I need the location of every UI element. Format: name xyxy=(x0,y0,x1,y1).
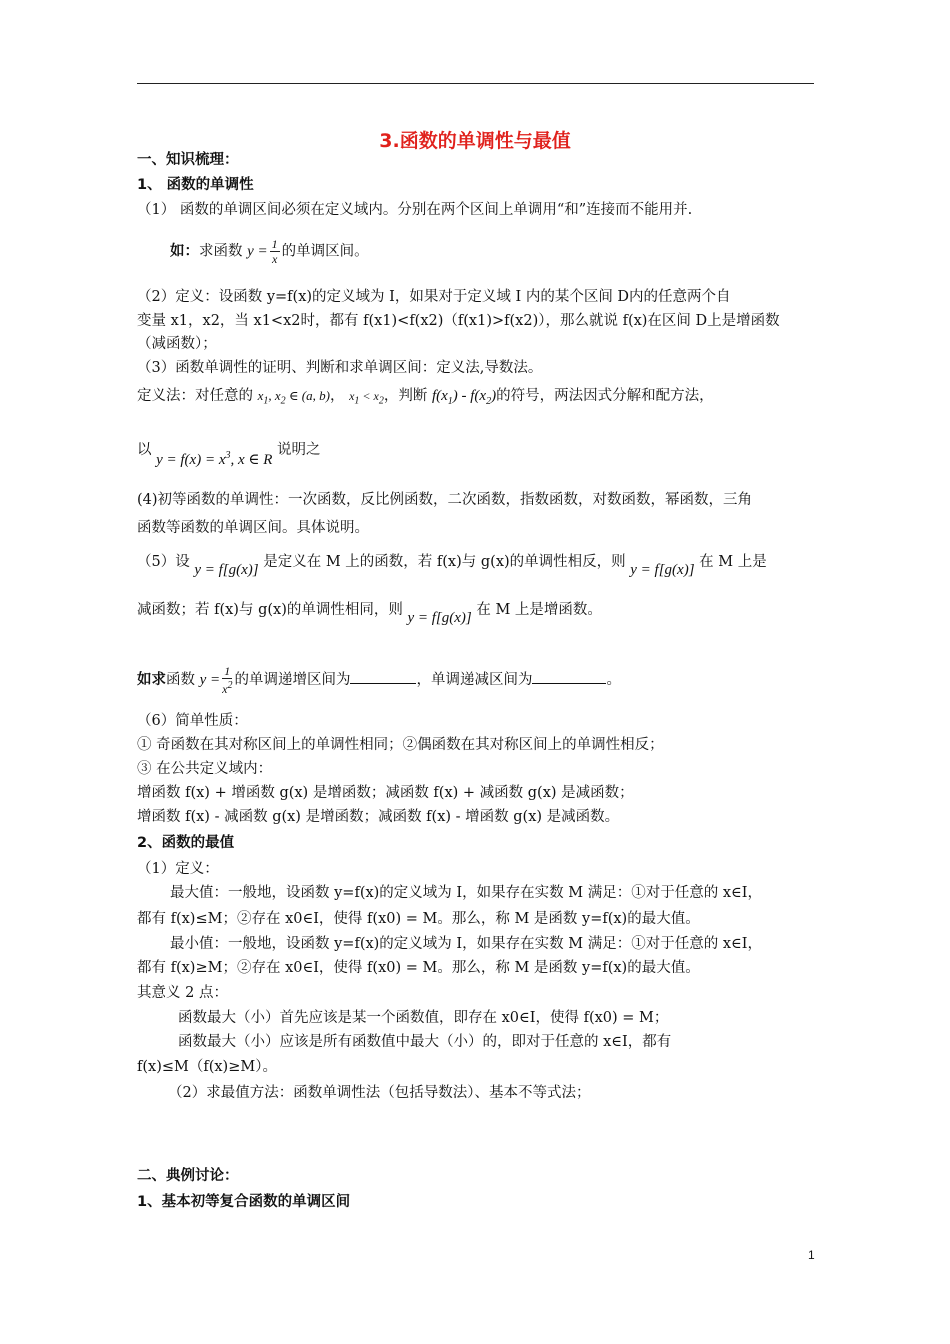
paragraph: 函数最大（小）应该是所有函数值中最大（小）的，即对于任意的 x∈I，都有 xyxy=(178,1034,672,1050)
formula: $y = f(x) = x^3$, x ∈ R xyxy=(156,450,273,468)
formula: $x_1 < x_2$ xyxy=(349,389,384,407)
paragraph: 都有 f(x)≥M；②存在 x0∈I，使得 f(x0) = M。那么，称 M 是函数 y=f(x)的最大值。 xyxy=(137,960,700,976)
paragraph: （3）函数单调性的证明、判断和求单调区间：定义法,导数法。 xyxy=(137,360,543,376)
formula: y = xyxy=(199,672,221,688)
paragraph: 增函数 f(x) + 增函数 g(x) 是增函数；减函数 f(x) + 减函数 g(x) 是减函数； xyxy=(137,785,634,801)
paragraph: ③ 在公共定义域内： xyxy=(137,761,273,777)
formula: y = f[g(x)] xyxy=(630,562,695,578)
answer-blank[interactable] xyxy=(532,669,606,684)
page-title: 3.函数的单调性与最值 xyxy=(379,130,571,152)
paragraph: 变量 x1，x2，当 x1<x2时，都有 f(x1)<f(x2)（f(x1)>f(x2)），那么就说 f(x)在区间 D上是增函数 xyxy=(137,313,780,329)
paragraph: 都有 f(x)≤M；②存在 x0∈I，使得 f(x0) = M。那么，称 M 是函数 y=f(x)的最大值。 xyxy=(137,911,700,927)
paragraph: （2）求最值方法：函数单调性法（包括导数法）、基本不等式法； xyxy=(168,1085,591,1101)
paragraph: 其意义 2 点： xyxy=(137,985,228,1001)
definition-line: 定义法：对任意的 $x_1$, $x_2$ ∈ (a, b)， $x_1 < x_2$，判断 $f(x_1) - f(x_2)$的符号，两法因式分解和配方法， xyxy=(137,388,714,407)
example-line: 如求函数 y = $\frac{1}{x^2}$ 的单调递增区间为 ，单调递减区间为 。 xyxy=(137,664,621,696)
formula: y = f[g(x)] xyxy=(407,610,472,626)
subsection-heading: 1、基本初等复合函数的单调区间 xyxy=(137,1194,351,1210)
formula: $f(x_1) - f(x_2)$ xyxy=(431,388,497,407)
paragraph: （1） 函数的单调区间必须在定义域内。分别在两个区间上单调用“和”连接而不能用并. xyxy=(137,202,693,218)
paragraph: （5）设 y = f[g(x)] 是定义在 M 上的函数，若 f(x)与 g(x)的单调性相反，则 y = f[g(x)] 在 M 上是 xyxy=(137,554,767,578)
paragraph: （减函数）； xyxy=(137,336,217,352)
paragraph: f(x)≤M（f(x)≥M）。 xyxy=(137,1059,277,1075)
subsection-heading: 2、函数的最值 xyxy=(137,835,235,851)
definition-line: 以 $y = f(x) = x^3$, x ∈ R 说明之 xyxy=(137,442,321,468)
section-heading: 一、知识梳理： xyxy=(137,152,239,168)
formula: $x_1$, $x_2$ ∈ (a, b) xyxy=(257,388,330,407)
paragraph: (4)初等函数的单调性：一次函数，反比例函数，二次函数，指数函数，对数函数，幂函数，三角 xyxy=(137,492,753,508)
paragraph: 增函数 f(x) - 减函数 g(x) 是增函数；减函数 f(x) - 增函数 g(x) 是减函数。 xyxy=(137,809,620,825)
paragraph: 最大值：一般地，设函数 y=f(x)的定义域为 I，如果存在实数 M 满足：①对于任意的 x∈I， xyxy=(170,885,762,901)
formula: y = f[g(x)] xyxy=(194,562,259,578)
paragraph: 函数等函数的单调区间。具体说明。 xyxy=(137,520,369,536)
paragraph: 最小值：一般地，设函数 y=f(x)的定义域为 I，如果存在实数 M 满足：①对于任意的 x∈I， xyxy=(170,936,762,952)
answer-blank[interactable] xyxy=(350,669,416,684)
paragraph: （6）简单性质： xyxy=(137,713,248,729)
subsection-heading: 1、 函数的单调性 xyxy=(137,177,254,193)
paragraph: 函数最大（小）首先应该是某一个函数值，即存在 x0∈I，使得 f(x0) = M； xyxy=(178,1010,669,1026)
paragraph: ① 奇函数在其对称区间上的单调性相同；②偶函数在其对称区间上的单调性相反； xyxy=(137,737,664,753)
section-heading: 二、典例讨论： xyxy=(137,1168,239,1184)
paragraph: （1）定义： xyxy=(137,861,219,877)
fraction-formula: $\frac{1}{x^2}$ xyxy=(222,664,233,696)
fraction-formula: $\frac{1}{x}$ xyxy=(271,237,278,266)
page-number: 1 xyxy=(808,1248,815,1262)
header-rule xyxy=(137,83,814,84)
example-line: 如：求函数 y = $\frac{1}{x}$ 的单调区间。 xyxy=(170,237,369,266)
paragraph: （2）定义：设函数 y=f(x)的定义域为 I，如果对于定义域 I 内的某个区间 D内的任意两个自 xyxy=(137,289,731,305)
paragraph: 减函数；若 f(x)与 g(x)的单调性相同，则 y = f[g(x)] 在 M 上是增函数。 xyxy=(137,602,602,626)
formula: y = xyxy=(247,243,268,260)
